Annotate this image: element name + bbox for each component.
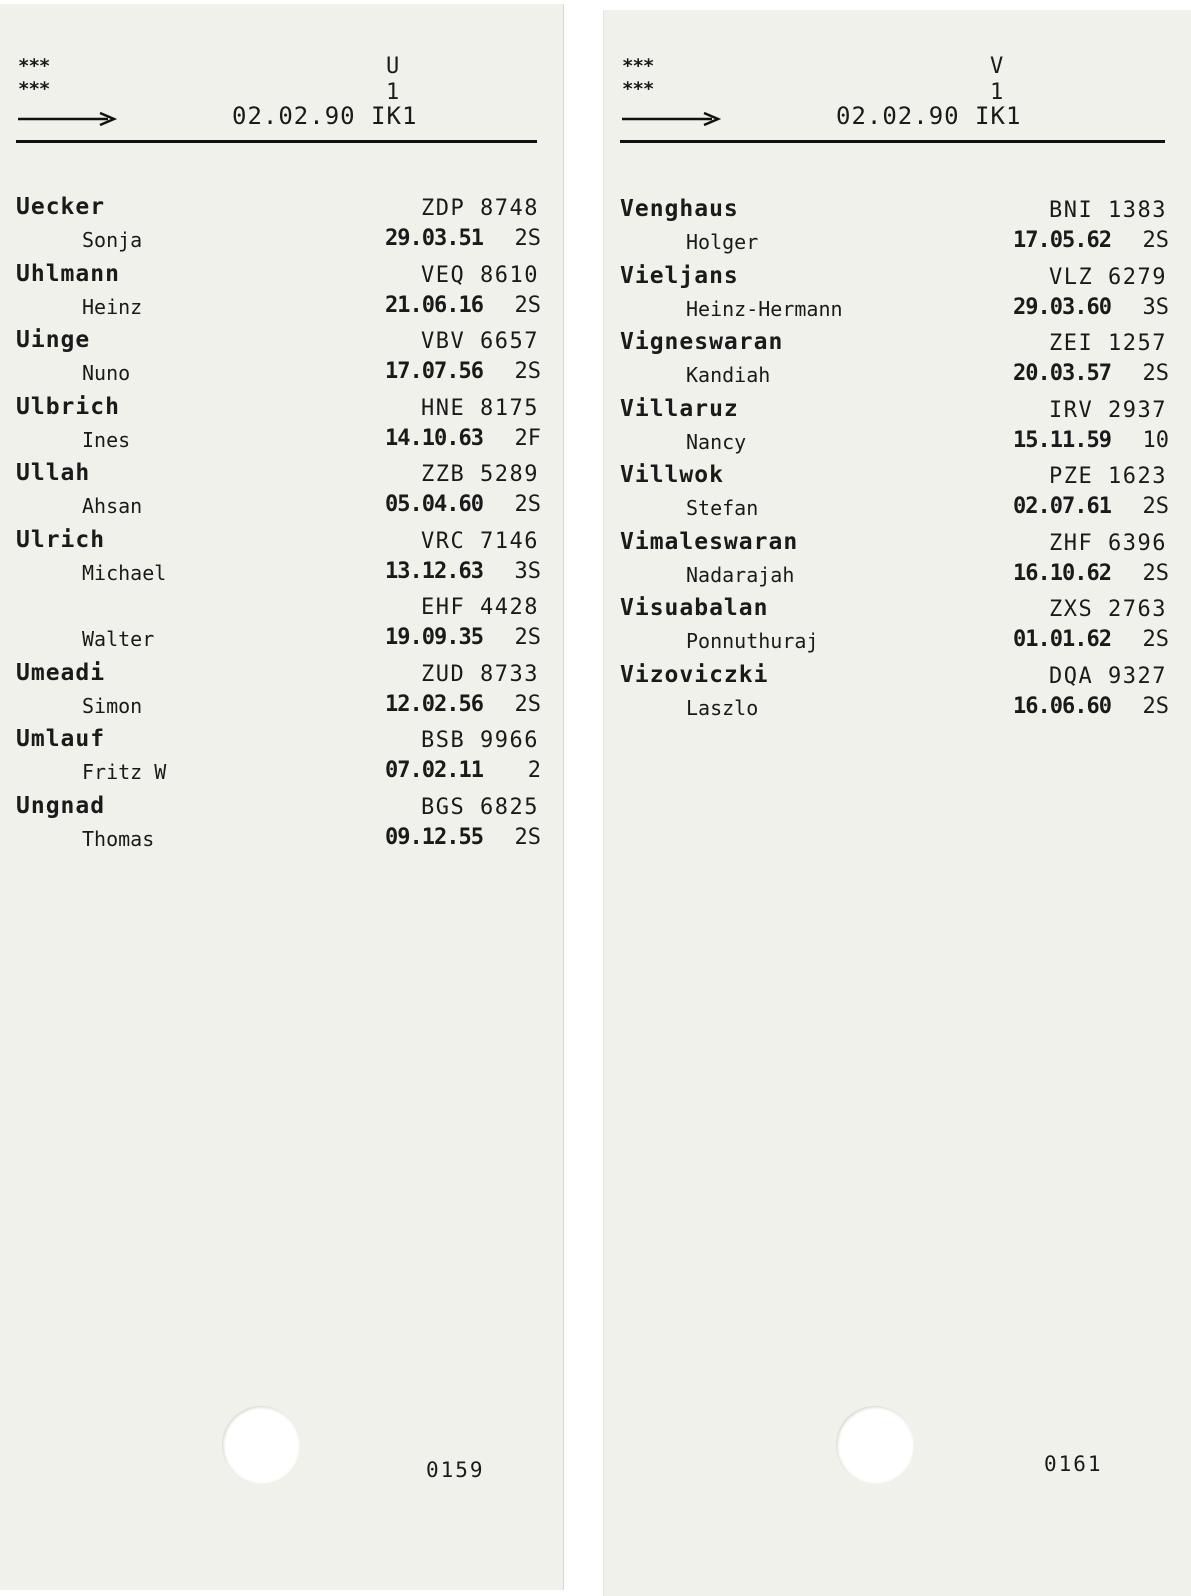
birth-date: 02.07.61 (1013, 494, 1111, 519)
birth-date: 09.12.55 (385, 824, 483, 850)
entry-code: ZHF 6396 (1049, 530, 1167, 556)
surname: Villaruz (620, 395, 739, 422)
birth-date: 15.11.59 (1013, 427, 1111, 453)
surname: Ulrich (16, 526, 106, 553)
entry-code: ZUD 8733 (421, 661, 539, 687)
surname: Ungnad (16, 792, 106, 819)
card-index: 1 (386, 80, 400, 105)
given-name: Kandiah (686, 363, 771, 387)
header-stars-2: *** (18, 78, 50, 100)
index-card-v (604, 10, 1191, 1596)
class-code: 2S (1142, 627, 1169, 652)
surname: Umeadi (16, 659, 106, 686)
given-name: Stefan (686, 496, 759, 520)
surname: Uhlmann (16, 260, 120, 287)
given-name: Simon (82, 693, 143, 718)
given-name: Ahsan (82, 494, 143, 518)
surname: Uinge (16, 327, 91, 353)
birth-date: 16.06.60 (1013, 693, 1111, 719)
given-name: Nancy (686, 429, 747, 454)
list-item (16, 460, 541, 527)
card-letter: U (386, 54, 400, 79)
index-card-u (0, 4, 563, 1590)
class-code: 2S (514, 226, 541, 251)
given-name: Nuno (82, 361, 131, 385)
arrow-right-icon (622, 112, 722, 126)
class-code: 2S (514, 492, 541, 517)
given-name: Nadarajah (686, 562, 795, 587)
birth-date: 19.09.35 (385, 625, 483, 650)
entry-code: ZEI 1257 (1049, 331, 1167, 356)
surname: Venghaus (620, 196, 739, 222)
header-rule (16, 140, 537, 143)
birth-date: 16.10.62 (1013, 560, 1111, 586)
card-letter: V (990, 54, 1004, 79)
class-code: 2S (1142, 361, 1169, 386)
given-name: Fritz W (82, 760, 167, 784)
surname: Vigneswaran (620, 329, 784, 355)
arrow-right-icon (18, 112, 118, 126)
entry-code: BGS 6825 (421, 794, 539, 820)
entry-code: ZZB 5289 (421, 462, 539, 487)
class-code: 2S (1142, 228, 1169, 253)
class-code: 2S (514, 625, 541, 650)
card-index: 1 (990, 80, 1004, 105)
given-name: Thomas (82, 826, 155, 851)
header-rule (620, 140, 1165, 143)
class-code: 2S (1142, 494, 1169, 519)
header-stars-1: *** (18, 55, 50, 77)
birth-date: 07.02.11 (385, 758, 483, 783)
entry-code: VRC 7146 (421, 528, 539, 554)
card-header (620, 50, 1165, 142)
class-code: 10 (1142, 427, 1169, 453)
list-item (16, 527, 541, 594)
birth-date: 13.12.63 (385, 558, 483, 584)
birth-date: 29.03.60 (1013, 294, 1111, 320)
class-code: 2F (514, 425, 541, 451)
entry-code: BSB 9966 (421, 728, 539, 753)
entry-code: DQA 9327 (1049, 663, 1167, 689)
list-item (620, 329, 1169, 396)
punch-hole (836, 1406, 914, 1484)
birth-date: 05.04.60 (385, 492, 483, 517)
birth-date: 17.05.62 (1013, 228, 1111, 253)
list-item (620, 662, 1169, 729)
entry-code: VLZ 6279 (1049, 264, 1167, 290)
surname: Villwok (620, 462, 724, 488)
list-item (620, 595, 1169, 662)
card-date: 02.02.90 IK1 (836, 102, 1022, 130)
card-header (16, 50, 537, 142)
list-item (16, 394, 541, 461)
birth-date: 21.06.16 (385, 292, 483, 318)
class-code: 2 (527, 758, 541, 783)
entry-code: EHF 4428 (421, 595, 539, 620)
class-code: 2S (1142, 693, 1169, 719)
given-name: Ines (82, 427, 131, 452)
list-item (620, 396, 1169, 463)
birth-date: 14.10.63 (385, 425, 483, 451)
class-code: 2S (514, 359, 541, 384)
surname: Ulbrich (16, 393, 120, 420)
surname: Vizoviczki (620, 661, 769, 688)
list-item (16, 327, 541, 394)
surname: Uecker (16, 194, 106, 220)
punch-hole (222, 1406, 300, 1484)
list-item (16, 660, 541, 727)
list-item (16, 726, 541, 793)
given-name: Michael (82, 560, 167, 585)
surname: Visuabalan (620, 595, 769, 621)
header-stars-2: *** (622, 78, 654, 100)
class-code: 3S (514, 558, 541, 584)
header-stars-1: *** (622, 55, 654, 77)
class-code: 2S (514, 824, 541, 850)
entry-code: IRV 2937 (1049, 397, 1167, 423)
list-item (16, 261, 541, 328)
birth-date: 01.01.62 (1013, 627, 1111, 652)
entry-code: VEQ 8610 (421, 262, 539, 288)
entry-list (620, 196, 1169, 728)
class-code: 3S (1142, 294, 1169, 320)
given-name: Ponnuthuraj (686, 629, 819, 653)
entry-list (16, 194, 541, 859)
surname: Vieljans (620, 262, 739, 289)
entry-code: ZXS 2763 (1049, 597, 1167, 622)
birth-date: 20.03.57 (1013, 361, 1111, 386)
entry-code: BNI 1383 (1049, 198, 1167, 223)
class-code: 2S (1142, 560, 1169, 586)
surname: Ullah (16, 460, 91, 486)
birth-date: 12.02.56 (385, 691, 483, 717)
card-number: 0161 (1044, 1452, 1103, 1476)
surname: Vimaleswaran (620, 528, 799, 555)
list-item (620, 462, 1169, 529)
list-item (16, 194, 541, 261)
list-item (620, 529, 1169, 596)
class-code: 2S (514, 292, 541, 318)
list-item (620, 196, 1169, 263)
given-name: Holger (686, 230, 759, 254)
entry-code: VBV 6657 (421, 329, 539, 354)
birth-date: 17.07.56 (385, 359, 483, 384)
given-name: Sonja (82, 228, 143, 252)
given-name: Heinz (82, 294, 143, 319)
class-code: 2S (514, 691, 541, 717)
given-name: Laszlo (686, 695, 759, 720)
birth-date: 29.03.51 (385, 226, 483, 251)
list-item (620, 263, 1169, 330)
entry-code: PZE 1623 (1049, 464, 1167, 489)
entry-code: ZDP 8748 (421, 196, 539, 221)
card-date: 02.02.90 IK1 (232, 102, 418, 130)
card-number: 0159 (426, 1458, 485, 1482)
given-name: Walter (82, 627, 155, 651)
given-name: Heinz-Hermann (686, 296, 843, 321)
surname: Umlauf (16, 726, 106, 752)
list-item (16, 793, 541, 860)
list-item (16, 593, 541, 660)
entry-code: HNE 8175 (421, 395, 539, 421)
